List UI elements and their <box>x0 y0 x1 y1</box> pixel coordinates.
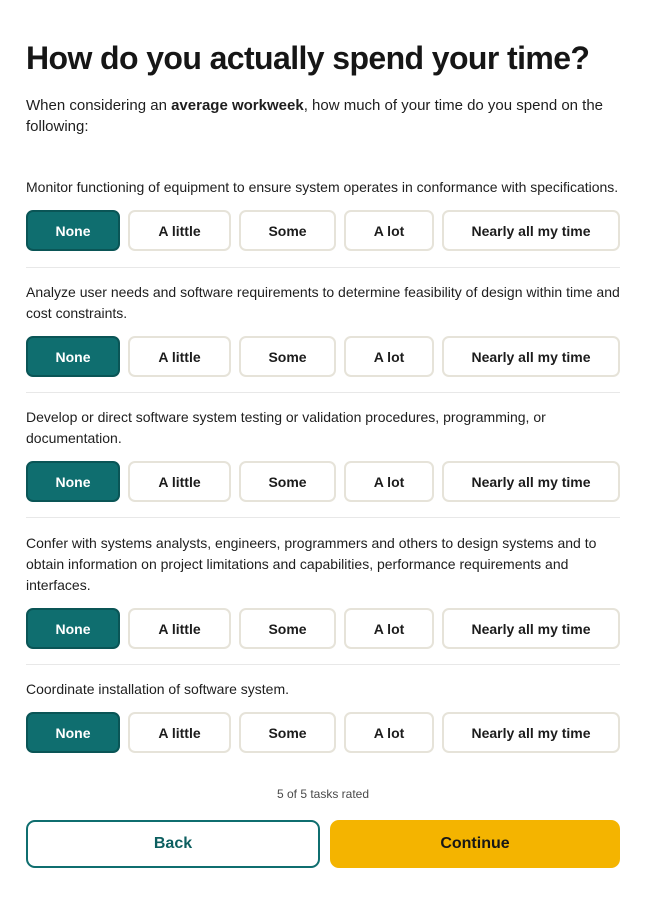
continue-button[interactable]: Continue <box>330 820 620 868</box>
task-item <box>26 177 620 198</box>
option-a-lot[interactable]: A lot <box>344 210 434 251</box>
rating-options <box>26 608 620 649</box>
rating-options <box>26 210 620 251</box>
option-some[interactable]: Some <box>239 608 336 649</box>
divider <box>26 267 620 268</box>
option-a-lot[interactable]: A lot <box>344 461 434 502</box>
option-some[interactable]: Some <box>239 210 336 251</box>
option-a-little[interactable]: A little <box>128 712 231 753</box>
option-none[interactable]: None <box>26 608 120 649</box>
intro-text <box>26 95 620 137</box>
rating-options <box>26 461 620 502</box>
task-description: Coordinate installation of software system. <box>26 681 290 697</box>
option-none[interactable]: None <box>26 210 120 251</box>
back-button[interactable]: Back <box>26 820 320 868</box>
option-a-little[interactable]: A little <box>128 210 231 251</box>
option-nearly-all[interactable]: Nearly all my time <box>442 608 620 649</box>
option-nearly-all[interactable]: Nearly all my time <box>442 210 620 251</box>
option-a-lot[interactable]: A lot <box>344 608 434 649</box>
task-description: Analyze user needs and software requirements to determine feasibility of design within time and cost constraints. <box>26 284 620 321</box>
page-title: How do you actually spend your time? <box>26 40 590 76</box>
rating-options <box>26 336 620 377</box>
divider <box>26 664 620 665</box>
intro-text-end: , how much of your time do you spend on the following: <box>26 97 604 135</box>
option-a-little[interactable]: A little <box>128 336 231 377</box>
option-a-little[interactable]: A little <box>128 461 231 502</box>
task-description: Confer with systems analysts, engineers, programmers and others to design systems and to obtain information on project limitations and capabilities, performance requirements and interfaces. <box>26 535 597 593</box>
option-nearly-all[interactable]: Nearly all my time <box>442 336 620 377</box>
intro-emphasis: average workweek <box>171 97 304 114</box>
rating-options <box>26 712 620 753</box>
task-item <box>26 679 620 700</box>
option-some[interactable]: Some <box>239 712 336 753</box>
task-item <box>26 533 620 596</box>
divider <box>26 517 620 518</box>
task-description: Monitor functioning of equipment to ensure system operates in conformance with specifications. <box>26 179 619 195</box>
progress-text: 5 of 5 tasks rated <box>276 787 370 801</box>
option-a-lot[interactable]: A lot <box>344 336 434 377</box>
option-some[interactable]: Some <box>239 461 336 502</box>
intro-text-start: When considering an <box>26 97 172 114</box>
option-none[interactable]: None <box>26 712 120 753</box>
option-nearly-all[interactable]: Nearly all my time <box>442 712 620 753</box>
option-none[interactable]: None <box>26 461 120 502</box>
task-item <box>26 282 620 324</box>
option-none[interactable]: None <box>26 336 120 377</box>
option-some[interactable]: Some <box>239 336 336 377</box>
option-nearly-all[interactable]: Nearly all my time <box>442 461 620 502</box>
task-item <box>26 407 620 449</box>
option-a-lot[interactable]: A lot <box>344 712 434 753</box>
divider <box>26 392 620 393</box>
option-a-little[interactable]: A little <box>128 608 231 649</box>
task-description: Develop or direct software system testing or validation procedures, programming, or documentation. <box>26 409 546 446</box>
